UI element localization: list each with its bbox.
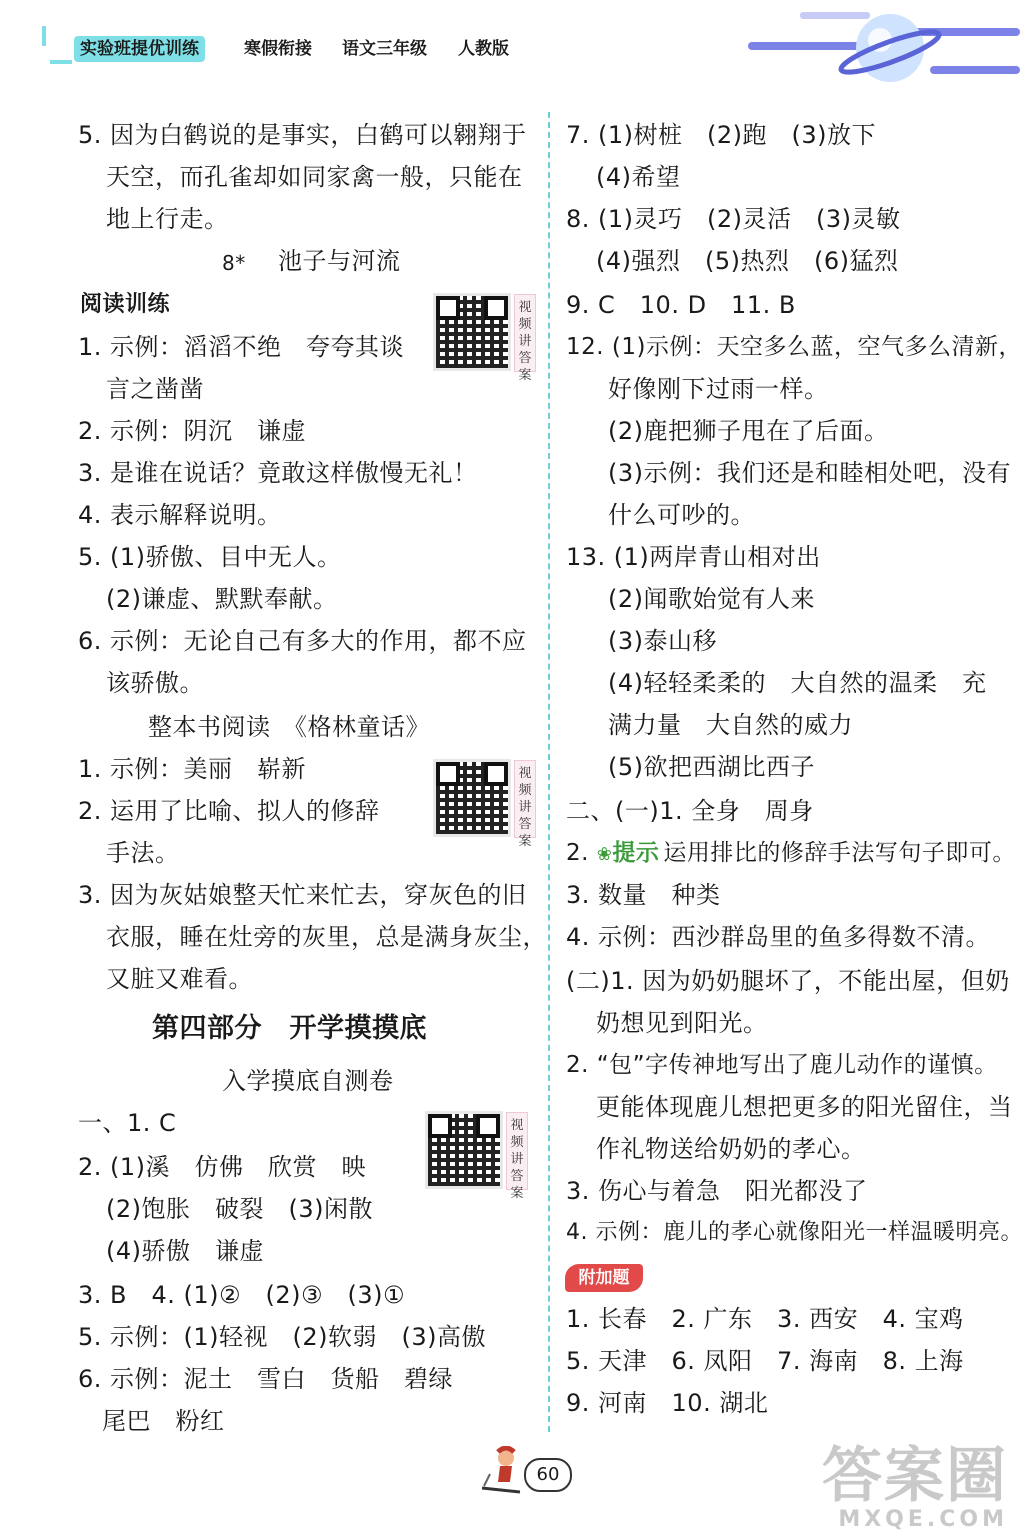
answer-line: (2)鹿把狮子甩在了后面。 [608,417,889,445]
header-series: 寒假衔接 [244,39,312,59]
decorative-stripes-icon [36,20,76,80]
answer-line: 1. 示例：滔滔不绝 夸夸其谈 [78,333,405,361]
watermark-main: 答案圈 [822,1441,1008,1511]
planet-illustration-icon [740,0,1030,100]
brand-title: 实验班提优训练 [74,36,205,62]
answer-line [566,836,1016,872]
answer-line: 7. (1)树桩 (2)跑 (3)放下 [566,121,877,149]
answer-line: 天空，而孔雀却如同家禽一般，只能在 [106,163,523,191]
hint-text: 提示 [612,840,660,866]
answer-line: 奶想见到阳光。 [596,1009,768,1037]
answer-line: 5. 示例：(1)轻视 (2)软弱 (3)高傲 [78,1323,487,1351]
watermark [822,1441,1008,1532]
answer-line: 尾巴 粉红 [102,1407,225,1435]
answer-line: (二)1. 因为奶奶腿坏了，不能出屋，但奶 [566,967,1010,995]
answer-line: 5. 天津 6. 凤阳 7. 海南 8. 上海 [566,1347,964,1375]
answer-line: 一、1. C [78,1109,177,1137]
answer-line: 又脏又难看。 [106,965,253,993]
answer-line: (5)欲把西湖比西子 [608,753,815,781]
answer-line: (2)闻歌始觉有人来 [608,585,815,613]
page-number: 60 [524,1458,572,1492]
answer-line: 二、(一)1. 全身 周身 [566,797,814,825]
answer-line: 5. (1)骄傲、目中无人。 [78,543,342,571]
answer-line: 4. 示例：鹿儿的孝心就像阳光一样温暖明亮。 [566,1220,1023,1245]
answer-line: 满力量 大自然的威力 [608,711,853,739]
answer-line: 什么可吵的。 [608,501,755,529]
answer-line: 5. 因为白鹤说的是事实，白鹤可以翱翔于 [78,121,527,149]
qr-tag-label: 视频讲答案 [514,760,536,838]
section-title: 整本书阅读 《格林童话》 [148,713,430,741]
answer-line: (3)泰山移 [608,627,717,655]
answer-line: (4)轻轻柔柔的 大自然的温柔 充 [608,669,987,697]
page-header [0,0,1030,100]
answer-line: 12. (1)示例：天空多么蓝，空气多么清新， [566,334,1022,360]
answer-number: 2. [566,840,589,866]
answer-line: 9. C 10. D 11. B [566,291,796,319]
answer-line: 言之凿凿 [106,375,204,403]
answer-line: (4)骄傲 谦虚 [106,1237,264,1265]
answer-line: 3. 数量 种类 [566,881,721,909]
answer-line: 2. 运用了比喻、拟人的修辞 [78,797,380,825]
answer-line: 2. 示例：阴沉 谦虚 [78,417,307,445]
answer-line: 更能体现鹿儿想把更多的阳光留住，当 [596,1093,1013,1121]
leaf-icon: ❀ [596,844,613,865]
watermark-sub: MXQE.COM [838,1507,1008,1532]
answer-line: (2)谦虚、默默奉献。 [106,585,338,613]
qr-code[interactable] [436,760,540,849]
answer-line: 13. (1)两岸青山相对出 [566,543,821,571]
answer-line: (3)示例：我们还是和睦相处吧，没有 [608,459,1011,487]
answer-line: 衣服，睡在灶旁的灰里，总是满身灰尘， [106,923,547,951]
qr-tag-label: 视频讲答案 [506,1112,528,1190]
answer-line: (4)希望 [596,163,681,191]
answer-line: 好像刚下过雨一样。 [608,375,829,403]
answer-line: 作礼物送给奶奶的孝心。 [596,1135,866,1163]
qr-code-image [436,296,508,368]
answer-line: 地上行走。 [106,205,229,233]
answer-line: 3. B 4. (1)② (2)③ (3)① [78,1281,406,1309]
qr-tag-label: 视频讲答案 [514,294,536,372]
answer-line: (2)饱胀 破裂 (3)闲散 [106,1195,373,1223]
qr-code[interactable] [436,294,540,383]
column-divider [548,112,550,1432]
section-number: 8* [222,251,246,275]
answer-line: 6. 示例：泥土 雪白 货船 碧绿 [78,1365,454,1393]
answer-line: 3. 伤心与着急 阳光都没了 [566,1177,868,1205]
answer-line: 该骄傲。 [106,669,204,697]
header-edition: 人教版 [458,39,509,59]
skiing-kid-icon [476,1446,528,1494]
answer-line: 3. 是谁在说话？竟敢这样傲慢无礼！ [78,459,478,487]
answer-line: 4. 示例：西沙群岛里的鱼多得数不清。 [566,923,991,951]
qr-code-image [436,762,508,834]
answer-line: 9. 河南 10. 湖北 [566,1389,769,1417]
answer-line: 3. 因为灰姑娘整天忙来忙去，穿灰色的旧 [78,881,527,909]
bonus-badge: 附加题 [565,1264,643,1292]
qr-code-image [428,1114,500,1186]
section-title: 池子与河流 [278,247,401,275]
part-title: 第四部分 开学摸摸底 [152,1013,427,1044]
hint-label [597,836,660,872]
header-subject: 语文三年级 [342,39,427,59]
answer-line: 手法。 [106,839,180,867]
answer-line: 4. 表示解释说明。 [78,501,282,529]
subsection-heading: 阅读训练 [80,292,171,317]
answer-line: 2. (1)溪 仿佛 欣赏 映 [78,1153,367,1181]
hint-content: 运用排比的修辞手法写句子即可。 [663,840,1016,866]
answer-line: 6. 示例：无论自己有多大的作用，都不应 [78,627,527,655]
answer-line: 8. (1)灵巧 (2)灵活 (3)灵敏 [566,205,901,233]
answer-line: 2. “包”字传神地写出了鹿儿动作的谨慎。 [566,1052,998,1078]
section-title: 入学摸底自测卷 [222,1067,394,1095]
answer-line: 1. 长春 2. 广东 3. 西安 4. 宝鸡 [566,1305,964,1333]
answer-line: 1. 示例：美丽 崭新 [78,755,307,783]
answer-line: (4)强烈 (5)热烈 (6)猛烈 [596,247,899,275]
qr-code[interactable] [428,1112,532,1201]
